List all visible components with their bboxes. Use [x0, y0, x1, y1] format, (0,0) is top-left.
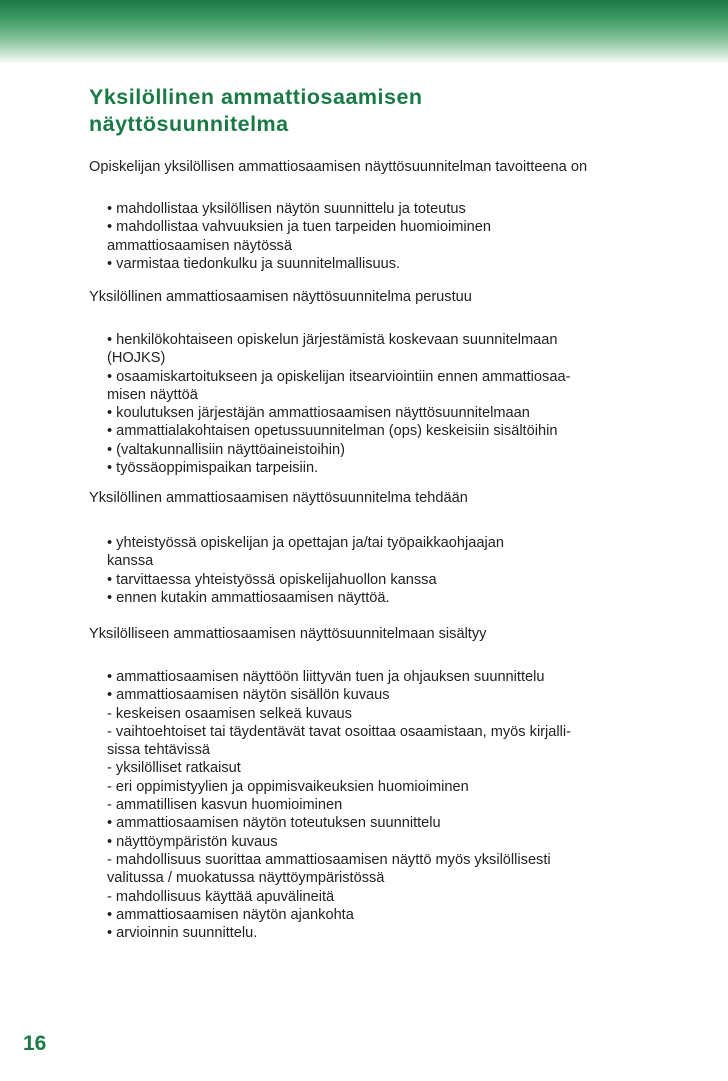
list-item: (HOJKS) — [107, 350, 166, 367]
list-item: • yhteistyössä opiskelijan ja opettajan ja/tai työpaikkaohjaajan — [107, 535, 504, 551]
section-lead: Yksilölliseen ammattiosaamisen näyttösuunnitelmaan sisältyy — [89, 626, 487, 642]
list-item: • näyttöympäristön kuvaus — [107, 833, 278, 850]
list-item: - ammatillisen kasvun huomioiminen — [107, 797, 343, 814]
list-item: - mahdollisuus käyttää apuvälineitä — [107, 888, 335, 905]
list-item: • varmistaa tiedonkulku ja suunnitelmallisuus. — [107, 255, 401, 272]
list-item: • mahdollistaa yksilöllisen näytön suunnittelu ja toteutus — [107, 201, 466, 217]
list-item: valitussa / muokatussa näyttöympäristössä — [107, 870, 385, 887]
sections — [89, 158, 629, 942]
list-item: • mahdollistaa vahvuuksien ja tuen tarpeiden huomioiminen — [107, 219, 491, 236]
list-item: • ammattialakohtaisen opetussuunnitelman (ops) keskeisiin sisältöihin — [107, 423, 558, 440]
list-item: • arvioinnin suunnittelu. — [107, 925, 258, 942]
section-lead: Yksilöllinen ammattiosaamisen näyttösuunnitelma perustuu — [89, 289, 472, 305]
section-list — [89, 534, 629, 607]
section-lead: Yksilöllinen ammattiosaamisen näyttösuunnitelma tehdään — [89, 490, 468, 506]
section-list — [89, 200, 629, 273]
list-item: • koulutuksen järjestäjän ammattiosaamisen näyttösuunnitelmaan — [107, 405, 530, 422]
list-item: kanssa — [107, 553, 154, 570]
list-item: • ammattiosaamisen näytön ajankohta — [107, 906, 354, 923]
list-item: • henkilökohtaiseen opiskelun järjestämistä koskevaan suunnitelmaan — [107, 332, 558, 348]
list-item: • ennen kutakin ammattiosaamisen näyttöä. — [107, 589, 390, 606]
page-number: 16 — [23, 1032, 47, 1055]
list-item: sissa tehtävissä — [107, 742, 211, 759]
list-item: • ammattiosaamisen näyttöön liittyvän tuen ja ohjauksen suunnittelu — [107, 669, 545, 685]
section-list — [89, 668, 629, 942]
list-item: • ammattiosaamisen näytön toteutuksen suunnittelu — [107, 815, 441, 832]
list-item: - eri oppimistyylien ja oppimisvaikeuksien huomioiminen — [107, 778, 469, 795]
header-band — [0, 0, 728, 64]
section-list — [89, 331, 629, 477]
list-item: • osaamiskartoitukseen ja opiskelijan itsearviointiin ennen ammattiosaa- — [107, 368, 571, 385]
list-item: - vaihtoehtoiset tai täydentävät tavat osoittaa osaamistaan, myös kirjalli- — [107, 723, 571, 740]
list-item: • tarvittaessa yhteistyössä opiskelijahuollon kanssa — [107, 571, 437, 588]
list-item: - yksilölliset ratkaisut — [107, 760, 241, 777]
list-item: • työssäoppimispaikan tarpeisiin. — [107, 460, 319, 477]
list-item: • ammattiosaamisen näytön sisällön kuvaus — [107, 687, 390, 704]
page-content — [89, 84, 629, 942]
page-title-line-1: Yksilöllinen ammattiosaamisen — [89, 85, 423, 109]
page-title-line-2: näyttösuunnitelma — [89, 112, 289, 136]
list-item: • (valtakunnallisiin näyttöaineistoihin) — [107, 441, 345, 458]
section-lead: Opiskelijan yksilöllisen ammattiosaamisen näyttösuunnitelman tavoitteena on — [89, 159, 588, 175]
list-item: misen näyttöä — [107, 386, 198, 403]
list-item: - mahdollisuus suorittaa ammattiosaamisen näyttö myös yksilöllisesti — [107, 851, 551, 868]
page-title — [89, 84, 629, 138]
list-item: - keskeisen osaamisen selkeä kuvaus — [107, 705, 352, 722]
list-item: ammattiosaamisen näytössä — [107, 237, 292, 254]
